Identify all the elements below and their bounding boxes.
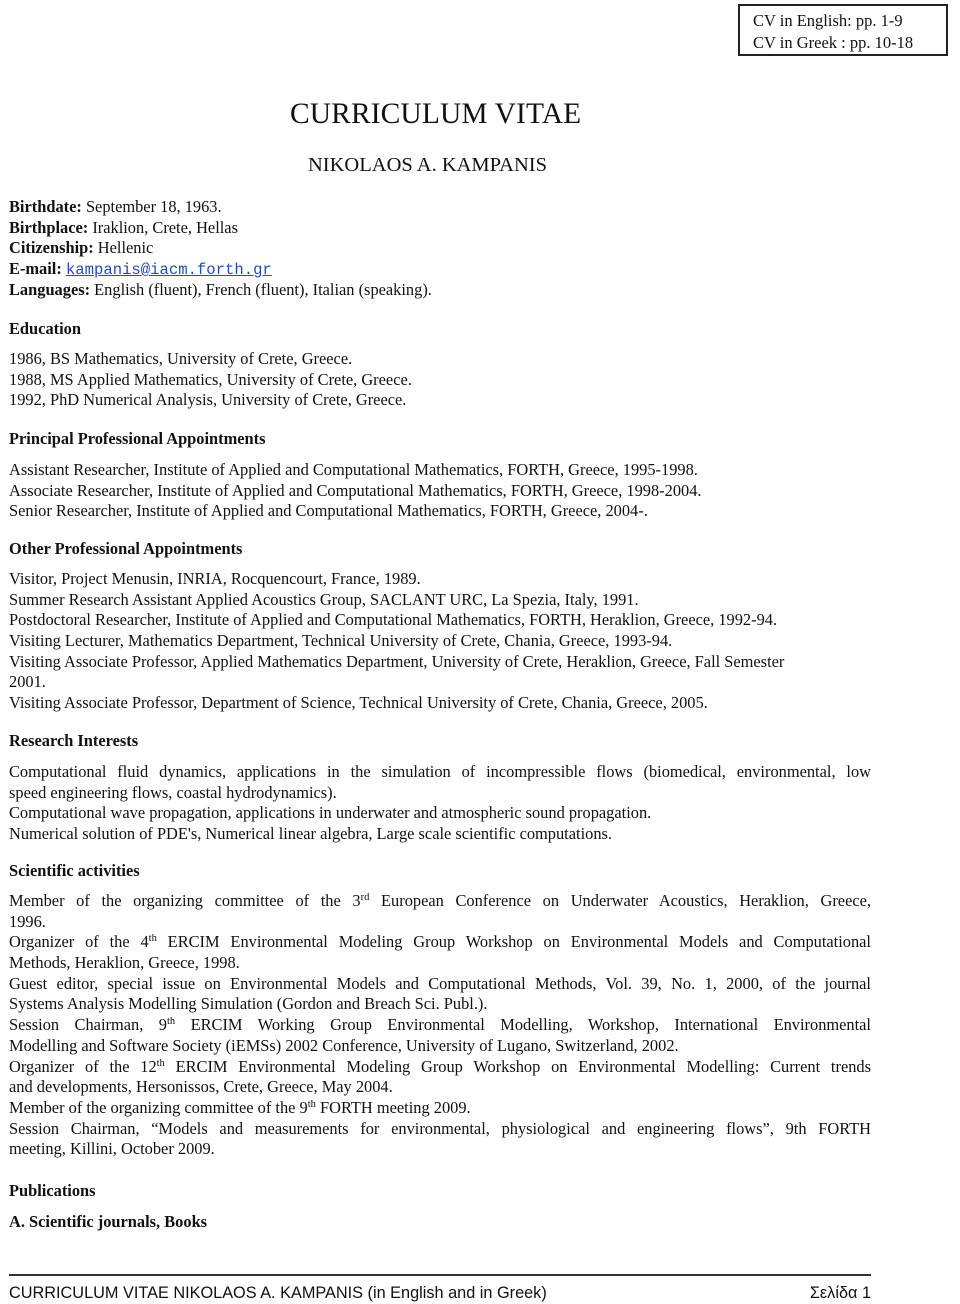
cv-language-note: [738, 4, 948, 56]
cv-english-pages: CV in English: pp. 1-9: [753, 11, 903, 30]
languages-value: English (fluent), French (fluent), Italian (speaking).: [90, 279, 432, 299]
list-item: 1986, BS Mathematics, University of Crete, Greece.: [9, 349, 353, 368]
list-item: 1992, PhD Numerical Analysis, University of Crete, Greece.: [9, 390, 407, 410]
research-interests-heading: Research Interests: [9, 731, 139, 750]
list-item: Visiting Associate Professor, Applied Mathematics Department, University of Crete, Heraklion, Greece, Fall Semester: [9, 651, 785, 671]
citizenship-line: [9, 238, 432, 259]
list-item: meeting, Killini, October 2009.: [9, 1139, 215, 1159]
cv-greek-pages: CV in Greek : pp. 10-18: [753, 32, 914, 52]
list-item: Member of the organizing committee of the 3rd European Conference on Underwater Acoustics, Heraklion, Greece,: [9, 891, 871, 910]
citizenship-value: Hellenic: [93, 238, 154, 258]
person-name: NIKOLAOS A. KAMPANIS: [308, 154, 548, 176]
page-number: Σελίδα 1: [809, 1284, 871, 1302]
email-link[interactable]: kampanis@iacm.forth.gr: [65, 261, 272, 280]
education-heading: Education: [9, 319, 81, 338]
list-item: Guest editor, special issue on Environmental Models and Computational Methods, Vol. 39, No. 1, 2000, of the journal: [9, 973, 871, 993]
footer-divider: [9, 1274, 871, 1276]
birthdate-line: [9, 197, 432, 218]
list-item: Methods, Heraklion, Greece, 1998.: [9, 953, 240, 973]
footer-title: CURRICULUM VITAE NIKOLAOS A. KAMPANIS (in English and in Greek): [9, 1284, 547, 1302]
publications-heading: Publications: [9, 1181, 96, 1200]
list-item: 2001.: [9, 672, 46, 692]
languages-label: Languages:: [9, 279, 91, 299]
principal-appointments-list: [9, 460, 702, 522]
list-item: Modelling and Software Society (iEMSs) 2002 Conference, University of Lugano, Switzerland, 2002.: [9, 1035, 679, 1055]
list-item: 1996.: [9, 911, 46, 931]
list-item: Session Chairman, “Models and measurements for environmental, physiological and engineering flows”, 9th FORTH: [9, 1118, 871, 1138]
list-item: Assistant Researcher, Institute of Applied and Computational Mathematics, FORTH, Greece, 1995-1998.: [9, 460, 698, 479]
principal-appointments-heading: Principal Professional Appointments: [9, 429, 266, 448]
document-title: CURRICULUM VITAE: [290, 98, 582, 130]
list-item: Computational wave propagation, applications in underwater and atmospheric sound propagation.: [9, 803, 652, 823]
citizenship-label: Citizenship:: [9, 238, 94, 258]
email-line: [9, 259, 432, 280]
list-item: Systems Analysis Modelling Simulation (Gordon and Breach Sci. Publ.).: [9, 994, 488, 1014]
list-item: Senior Researcher, Institute of Applied and Computational Mathematics, FORTH, Greece, 2004-.: [9, 501, 648, 521]
birthplace-line: [9, 218, 432, 239]
journals-books-subheading: A. Scientific journals, Books: [9, 1212, 208, 1231]
list-item: and developments, Hersonissos, Crete, Greece, May 2004.: [9, 1077, 393, 1097]
birthplace-label: Birthplace:: [9, 217, 89, 237]
list-item: speed engineering flows, coastal hydrodynamics).: [9, 782, 337, 802]
list-item: Visiting Lecturer, Mathematics Department, Technical University of Crete, Chania, Greece, 1993-94.: [9, 631, 673, 651]
list-item: Organizer of the 4th ERCIM Environmental Modeling Group Workshop on Environmental Models and Computational: [9, 932, 871, 952]
other-appointments-list: [9, 569, 784, 714]
birthdate-label: Birthdate:: [9, 197, 82, 216]
page-footer: [9, 1282, 871, 1304]
birthdate-value: September 18, 1963.: [81, 197, 222, 216]
other-appointments-heading: Other Professional Appointments: [9, 539, 243, 558]
languages-line: [9, 280, 432, 301]
research-interests-list: [9, 762, 871, 845]
personal-info: [9, 197, 432, 300]
list-item: Organizer of the 12th ERCIM Environmental Modeling Group Workshop on Environmental Modelling: Current trends: [9, 1056, 871, 1076]
scientific-activities-list: [9, 891, 871, 1160]
list-item: Visitor, Project Menusin, INRIA, Rocquencourt, France, 1989.: [9, 569, 421, 588]
list-item: Postdoctoral Researcher, Institute of Applied and Computational Mathematics, FORTH, Heraklion, Greece, 1992-94.: [9, 610, 778, 630]
birthplace-value: Iraklion, Crete, Hellas: [88, 217, 238, 237]
scientific-activities-heading: Scientific activities: [9, 861, 140, 880]
list-item: 1988, MS Applied Mathematics, University of Crete, Greece.: [9, 369, 412, 389]
list-item: Computational fluid dynamics, applications in the simulation of incompressible flows (biomedical, environmental, low: [9, 762, 871, 781]
list-item: Session Chairman, 9th ERCIM Working Group Environmental Modelling, Workshop, International Environmental: [9, 1015, 871, 1035]
list-item: Visiting Associate Professor, Department of Science, Technical University of Crete, Chania, Greece, 2005.: [9, 693, 708, 713]
list-item: Numerical solution of PDE's, Numerical linear algebra, Large scale scientific computations.: [9, 824, 612, 844]
list-item: Associate Researcher, Institute of Applied and Computational Mathematics, FORTH, Greece, 1998-2004.: [9, 480, 702, 500]
education-list: [9, 349, 412, 411]
email-label: E-mail:: [9, 259, 62, 279]
list-item: Summer Research Assistant Applied Acoustics Group, SACLANT URC, La Spezia, Italy, 1991.: [9, 589, 639, 609]
list-item: Member of the organizing committee of the 9th FORTH meeting 2009.: [9, 1097, 471, 1117]
